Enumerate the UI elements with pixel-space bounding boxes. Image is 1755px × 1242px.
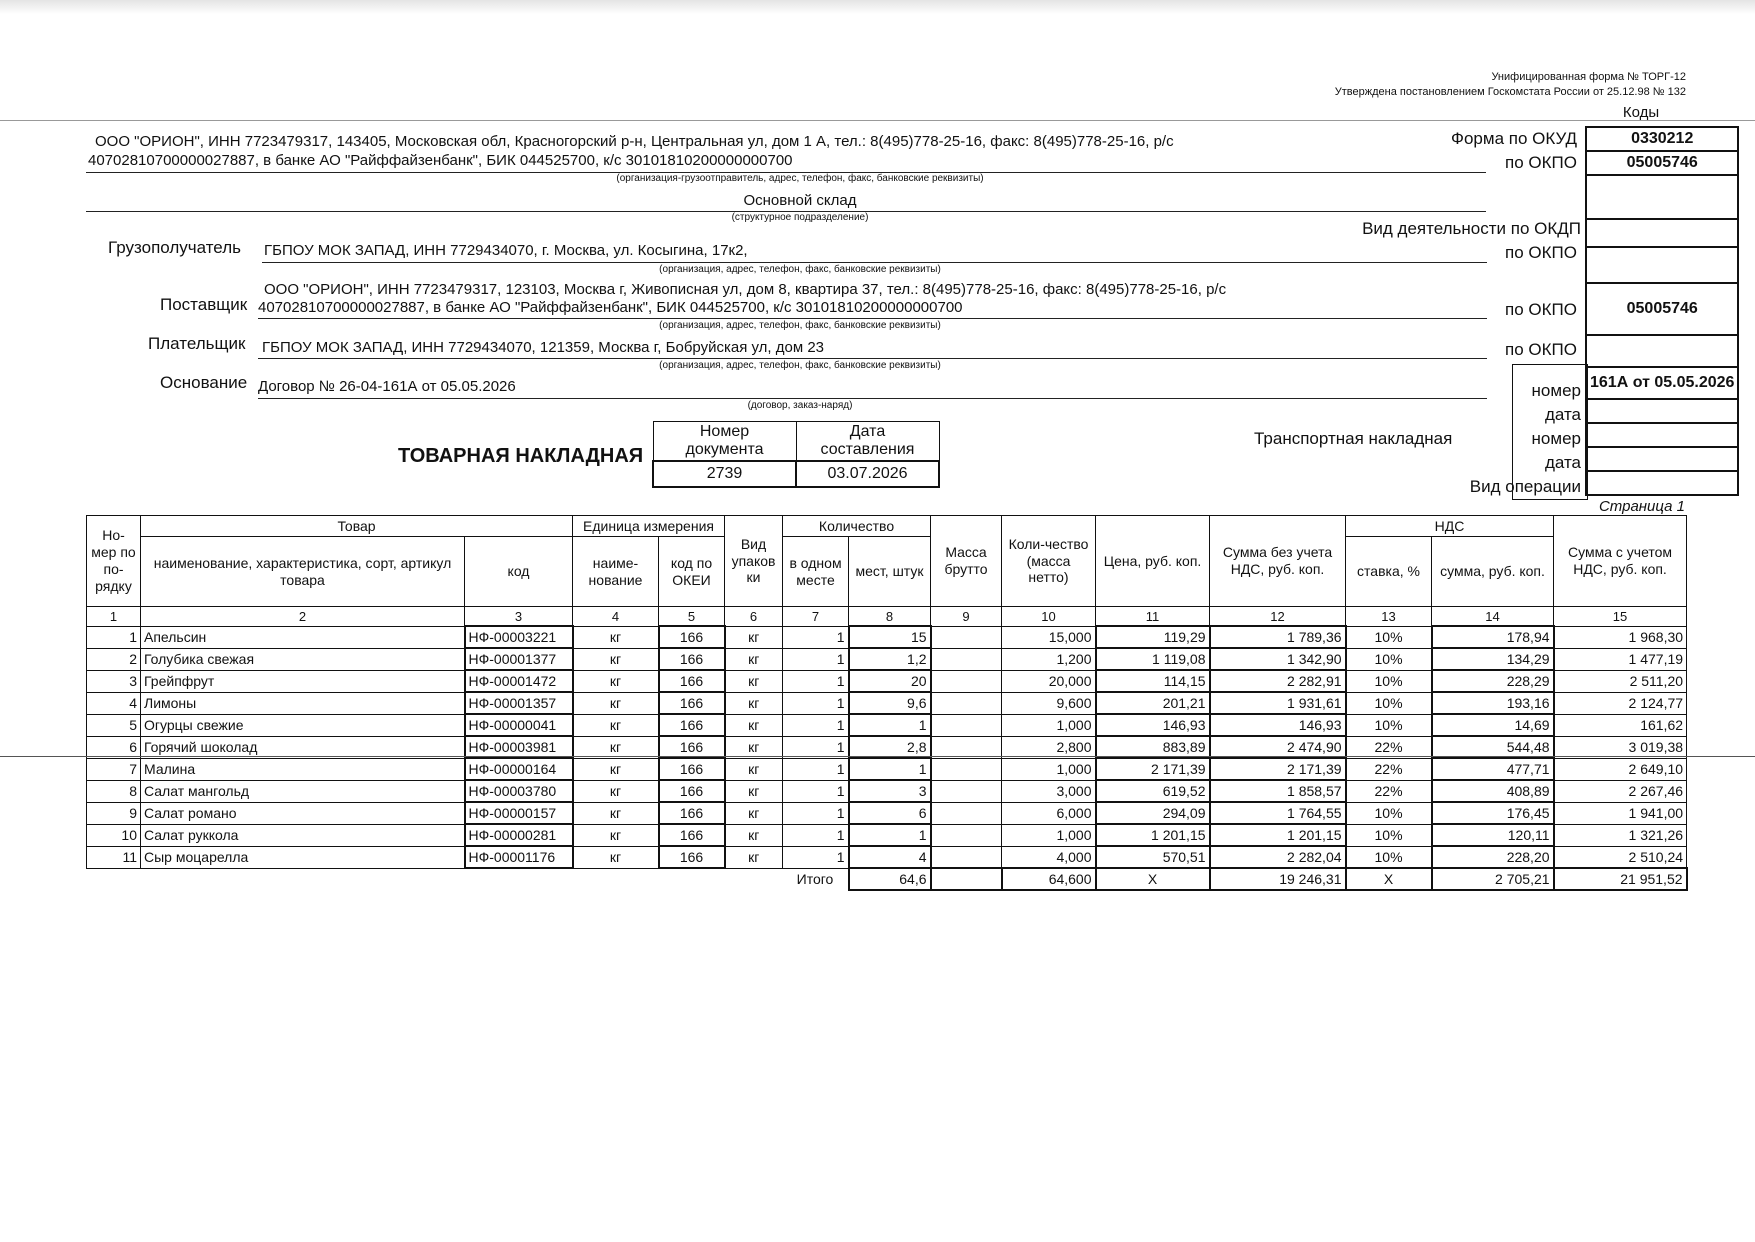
form-title: Унифицированная форма № ТОРГ-12	[1491, 71, 1686, 83]
cell-n: 7	[87, 758, 141, 780]
cell-inplace: 1	[783, 714, 849, 736]
cell-code: НФ-00003780	[465, 780, 573, 802]
cell-total: 2 510,24	[1554, 846, 1687, 868]
col-number: 7	[783, 607, 849, 627]
cell-okei: 166	[659, 736, 725, 758]
tn-number-code	[1586, 423, 1738, 447]
cell-total: 3 019,38	[1554, 736, 1687, 758]
cell-places: 20	[849, 670, 931, 692]
cell-n: 1	[87, 626, 141, 648]
cell-sum: 2 474,90	[1210, 736, 1346, 758]
division-value: Основной склад	[743, 192, 857, 209]
payer-okpo-label: по ОКПО	[1505, 340, 1577, 359]
cell-price: 619,52	[1096, 780, 1210, 802]
cell-net: 20,000	[1002, 670, 1096, 692]
cell-pack: кг	[725, 648, 783, 670]
cell-net: 1,200	[1002, 648, 1096, 670]
doc-number: 2739	[653, 461, 796, 487]
consignee-rule	[262, 262, 1487, 263]
cell-sum: 1 931,61	[1210, 692, 1346, 714]
col-total-header: Сумма с учетом НДС, руб. коп.	[1554, 516, 1687, 607]
document-title: ТОВАРНАЯ НАКЛАДНАЯ	[398, 445, 644, 467]
col-number: 9	[931, 607, 1002, 627]
blank-code-1	[1586, 175, 1738, 219]
cell-okei: 166	[659, 824, 725, 846]
payer-okpo-code	[1586, 335, 1738, 367]
col-unit-header: Единица измерения	[573, 516, 725, 537]
col-number: 14	[1432, 607, 1554, 627]
table-row	[87, 736, 1687, 758]
cell-gross	[931, 780, 1002, 802]
totals-row	[87, 868, 1687, 890]
cell-price: 119,29	[1096, 626, 1210, 648]
cell-name: Малина	[141, 758, 465, 780]
cell-net: 9,600	[1002, 692, 1096, 714]
col-rate-header: ставка, %	[1346, 537, 1432, 607]
totals-price: Х	[1096, 868, 1210, 890]
cell-total: 161,62	[1554, 714, 1687, 736]
col-price-header: Цена, руб. коп.	[1096, 516, 1210, 607]
cell-n: 2	[87, 648, 141, 670]
cell-name: Голубика свежая	[141, 648, 465, 670]
cell-price: 1 119,08	[1096, 648, 1210, 670]
cell-pack: кг	[725, 670, 783, 692]
shipper-caption: (организация-грузоотправитель, адрес, телефон, факс, банковские реквизиты)	[616, 173, 984, 184]
doc-number-label: Номер документа	[653, 422, 796, 462]
col-number: 2	[141, 607, 465, 627]
cell-places: 15	[849, 626, 931, 648]
col-number: 5	[659, 607, 725, 627]
cell-inplace: 1	[783, 670, 849, 692]
col-number: 13	[1346, 607, 1432, 627]
cell-rate: 10%	[1346, 670, 1432, 692]
cell-okei: 166	[659, 846, 725, 868]
totals-total: 21 951,52	[1554, 868, 1687, 890]
cell-rate: 22%	[1346, 758, 1432, 780]
cell-unit: кг	[573, 802, 659, 824]
col-net-header: Коли-чество (масса нетто)	[1002, 516, 1096, 607]
cell-gross	[931, 714, 1002, 736]
cell-places: 2,8	[849, 736, 931, 758]
cell-rate: 22%	[1346, 780, 1432, 802]
cell-name: Горячий шоколад	[141, 736, 465, 758]
cell-n: 3	[87, 670, 141, 692]
col-number: 10	[1002, 607, 1096, 627]
cell-code: НФ-00003221	[465, 626, 573, 648]
cell-rate: 10%	[1346, 824, 1432, 846]
cell-name: Апельсин	[141, 626, 465, 648]
okpo-label: по ОКПО	[1505, 153, 1577, 172]
division-caption: (структурное подразделение)	[731, 212, 869, 223]
cell-places: 4	[849, 846, 931, 868]
table-row	[87, 670, 1687, 692]
col-code-header: код	[465, 537, 573, 607]
basis-date-code	[1586, 399, 1738, 423]
form-approval: Утверждена постановлением Госкомстата России от 25.12.98 № 132	[1334, 86, 1686, 98]
cell-n: 11	[87, 846, 141, 868]
cell-code: НФ-00001357	[465, 692, 573, 714]
goods-rows	[87, 626, 1687, 868]
cell-price: 201,21	[1096, 692, 1210, 714]
cell-pack: кг	[725, 846, 783, 868]
cell-total: 1 968,30	[1554, 626, 1687, 648]
cell-sum: 2 171,39	[1210, 758, 1346, 780]
shipper-line2: 40702810700000027887, в банке АО "Райффайзенбанк", БИК 044525700, к/с 30101810200000000700	[88, 152, 793, 169]
cell-price: 883,89	[1096, 736, 1210, 758]
col-number: 3	[465, 607, 573, 627]
cell-vat: 477,71	[1432, 758, 1554, 780]
okdp-code	[1586, 219, 1738, 247]
cell-net: 2,800	[1002, 736, 1096, 758]
cell-name: Салат руккола	[141, 824, 465, 846]
consignee-label: Грузополучатель	[108, 238, 241, 257]
cell-n: 4	[87, 692, 141, 714]
tn-number-label: номер	[1531, 429, 1581, 448]
cell-inplace: 1	[783, 802, 849, 824]
basis-value: Договор № 26-04-161А от 05.05.2026	[258, 378, 516, 395]
col-qty-header: Количество	[783, 516, 931, 537]
cell-net: 1,000	[1002, 714, 1096, 736]
cell-pack: кг	[725, 692, 783, 714]
operation-code	[1586, 471, 1738, 495]
cell-places: 6	[849, 802, 931, 824]
cell-okei: 166	[659, 626, 725, 648]
cell-total: 1 477,19	[1554, 648, 1687, 670]
cell-places: 1,2	[849, 648, 931, 670]
cell-name: Салат романо	[141, 802, 465, 824]
col-number: 11	[1096, 607, 1210, 627]
table-row	[87, 780, 1687, 802]
cell-n: 10	[87, 824, 141, 846]
cell-total: 2 124,77	[1554, 692, 1687, 714]
cell-sum: 2 282,91	[1210, 670, 1346, 692]
cell-sum: 1 858,57	[1210, 780, 1346, 802]
totals-vat: 2 705,21	[1432, 868, 1554, 890]
table-row	[87, 758, 1687, 780]
cell-pack: кг	[725, 758, 783, 780]
cell-name: Сыр моцарелла	[141, 846, 465, 868]
cell-rate: 10%	[1346, 846, 1432, 868]
cell-total: 1 941,00	[1554, 802, 1687, 824]
cell-inplace: 1	[783, 626, 849, 648]
operation-label: Вид операции	[1469, 477, 1581, 496]
cell-gross	[931, 736, 1002, 758]
basis-date-label: дата	[1544, 405, 1581, 424]
tn-date-code	[1586, 447, 1738, 471]
col-number: 12	[1210, 607, 1346, 627]
cell-gross	[931, 648, 1002, 670]
payer-value: ГБПОУ МОК ЗАПАД, ИНН 7729434070, 121359, Москва г, Бобруйская ул, дом 23	[262, 339, 825, 356]
cell-price: 114,15	[1096, 670, 1210, 692]
consignee-okpo-code	[1586, 247, 1738, 283]
cell-okei: 166	[659, 648, 725, 670]
cell-inplace: 1	[783, 692, 849, 714]
cell-pack: кг	[725, 802, 783, 824]
cell-code: НФ-00000164	[465, 758, 573, 780]
consignee-okpo-label: по ОКПО	[1505, 243, 1577, 262]
cell-vat: 120,11	[1432, 824, 1554, 846]
okdp-label: Вид деятельности по ОКДП	[1362, 219, 1581, 238]
col-pack-header: Вид упаков ки	[725, 516, 783, 607]
cell-name: Огурцы свежие	[141, 714, 465, 736]
cell-rate: 10%	[1346, 692, 1432, 714]
basis-number-label: номер	[1531, 381, 1581, 400]
cell-sum: 1 764,55	[1210, 802, 1346, 824]
cell-name: Лимоны	[141, 692, 465, 714]
supplier-okpo-code: 05005746	[1586, 283, 1738, 335]
col-gross-header: Масса брутто	[931, 516, 1002, 607]
cell-total: 2 511,20	[1554, 670, 1687, 692]
cell-net: 3,000	[1002, 780, 1096, 802]
cell-name: Грейпфрут	[141, 670, 465, 692]
cell-vat: 178,94	[1432, 626, 1554, 648]
cell-okei: 166	[659, 780, 725, 802]
goods-table	[86, 515, 1688, 891]
cell-gross	[931, 758, 1002, 780]
scan-top-edge	[0, 0, 1755, 14]
col-number: 4	[573, 607, 659, 627]
cell-vat: 134,29	[1432, 648, 1554, 670]
cell-n: 8	[87, 780, 141, 802]
cell-inplace: 1	[783, 846, 849, 868]
col-number: 8	[849, 607, 931, 627]
cell-code: НФ-00000281	[465, 824, 573, 846]
basis-caption: (договор, заказ-наряд)	[747, 400, 853, 411]
cell-gross	[931, 626, 1002, 648]
cell-rate: 22%	[1346, 736, 1432, 758]
cell-unit: кг	[573, 780, 659, 802]
cell-sum: 1 342,90	[1210, 648, 1346, 670]
cell-code: НФ-00001176	[465, 846, 573, 868]
col-no-header: Но-мер по по-рядку	[87, 516, 141, 607]
cell-sum: 146,93	[1210, 714, 1346, 736]
cell-rate: 10%	[1346, 802, 1432, 824]
col-inplace-header: в одном месте	[783, 537, 849, 607]
cell-n: 9	[87, 802, 141, 824]
okpo-code: 05005746	[1586, 151, 1738, 175]
cell-total: 2 267,46	[1554, 780, 1687, 802]
cell-okei: 166	[659, 758, 725, 780]
table-row	[87, 692, 1687, 714]
cell-pack: кг	[725, 736, 783, 758]
cell-net: 1,000	[1002, 824, 1096, 846]
transport-label: Транспортная накладная	[1254, 429, 1453, 448]
cell-okei: 166	[659, 802, 725, 824]
cell-unit: кг	[573, 670, 659, 692]
col-vatsum-header: сумма, руб. коп.	[1432, 537, 1554, 607]
consignee-caption: (организация, адрес, телефон, факс, банковские реквизиты)	[659, 264, 941, 275]
top-rule	[0, 120, 1755, 121]
cell-code: НФ-00000041	[465, 714, 573, 736]
cell-net: 15,000	[1002, 626, 1096, 648]
doc-date-label: Дата составления	[796, 422, 939, 462]
cell-net: 6,000	[1002, 802, 1096, 824]
cell-price: 1 201,15	[1096, 824, 1210, 846]
cell-gross	[931, 824, 1002, 846]
cell-gross	[931, 692, 1002, 714]
supplier-caption: (организация, адрес, телефон, факс, банковские реквизиты)	[659, 320, 941, 331]
table-row	[87, 626, 1687, 648]
col-number: 1	[87, 607, 141, 627]
document-number-box	[652, 421, 940, 488]
cell-vat: 228,20	[1432, 846, 1554, 868]
payer-label: Плательщик	[148, 334, 246, 353]
cell-rate: 10%	[1346, 626, 1432, 648]
col-vat-header: НДС	[1346, 516, 1554, 537]
cell-price: 294,09	[1096, 802, 1210, 824]
supplier-okpo-label: по ОКПО	[1505, 300, 1577, 319]
table-row	[87, 846, 1687, 868]
cell-unit: кг	[573, 846, 659, 868]
scan-line	[0, 756, 1755, 757]
cell-inplace: 1	[783, 758, 849, 780]
cell-inplace: 1	[783, 824, 849, 846]
cell-code: НФ-00000157	[465, 802, 573, 824]
cell-places: 1	[849, 758, 931, 780]
cell-inplace: 1	[783, 648, 849, 670]
cell-total: 2 649,10	[1554, 758, 1687, 780]
basis-number-code: 161А от 05.05.2026	[1586, 367, 1738, 399]
cell-sum: 1 201,15	[1210, 824, 1346, 846]
cell-sum: 1 789,36	[1210, 626, 1346, 648]
cell-vat: 408,89	[1432, 780, 1554, 802]
totals-gross	[931, 868, 1002, 890]
col-number: 6	[725, 607, 783, 627]
cell-unit: кг	[573, 758, 659, 780]
cell-price: 570,51	[1096, 846, 1210, 868]
cell-price: 2 171,39	[1096, 758, 1210, 780]
cell-unit: кг	[573, 648, 659, 670]
cell-sum: 2 282,04	[1210, 846, 1346, 868]
supplier-label: Поставщик	[160, 295, 248, 314]
cell-code: НФ-00003981	[465, 736, 573, 758]
shipper-line1: ООО "ОРИОН", ИНН 7723479317, 143405, Московская обл, Красногорский р-н, Центральная ул, дом 1 А, тел.: 8(495)778-25-16, факс: 8(495)778-25-16, р/с	[95, 133, 1174, 150]
cell-code: НФ-00001377	[465, 648, 573, 670]
totals-places: 64,6	[849, 868, 931, 890]
cell-places: 9,6	[849, 692, 931, 714]
col-places-header: мест, штук	[849, 537, 931, 607]
cell-inplace: 1	[783, 780, 849, 802]
cell-gross	[931, 802, 1002, 824]
cell-okei: 166	[659, 714, 725, 736]
cell-vat: 193,16	[1432, 692, 1554, 714]
col-okei-header: код по ОКЕИ	[659, 537, 725, 607]
cell-price: 146,93	[1096, 714, 1210, 736]
cell-n: 5	[87, 714, 141, 736]
cell-unit: кг	[573, 692, 659, 714]
col-goods-header: Товар	[141, 516, 573, 537]
payer-caption: (организация, адрес, телефон, факс, банковские реквизиты)	[659, 360, 941, 371]
cell-vat: 14,69	[1432, 714, 1554, 736]
cell-pack: кг	[725, 824, 783, 846]
tn-date-label: дата	[1544, 453, 1581, 472]
supplier-rule	[258, 318, 1487, 319]
okud-label: Форма по ОКУД	[1451, 129, 1577, 148]
cell-places: 3	[849, 780, 931, 802]
supplier-line2: 40702810700000027887, в банке АО "Райффайзенбанк", БИК 044525700, к/с 30101810200000000700	[258, 299, 963, 316]
page-number: Страница 1	[1598, 498, 1685, 515]
supplier-line1: ООО "ОРИОН", ИНН 7723479317, 123103, Москва г, Живописная ул, дом 8, квартира 37, тел.: 8(495)778-25-16, факс: 8(495)778-25-16, р/с	[264, 281, 1227, 298]
totals-sum: 19 246,31	[1210, 868, 1346, 890]
cell-pack: кг	[725, 626, 783, 648]
totals-net: 64,600	[1002, 868, 1096, 890]
cell-rate: 10%	[1346, 714, 1432, 736]
table-row	[87, 714, 1687, 736]
cell-code: НФ-00001472	[465, 670, 573, 692]
cell-net: 4,000	[1002, 846, 1096, 868]
cell-places: 1	[849, 824, 931, 846]
cell-name: Салат мангольд	[141, 780, 465, 802]
cell-vat: 228,29	[1432, 670, 1554, 692]
cell-pack: кг	[725, 780, 783, 802]
col-sum-header: Сумма без учета НДС, руб. коп.	[1210, 516, 1346, 607]
payer-rule	[258, 358, 1487, 359]
consignee-value: ГБПОУ МОК ЗАПАД, ИНН 7729434070, г. Москва, ул. Косыгина, 17к2,	[264, 242, 748, 259]
table-row	[87, 648, 1687, 670]
cell-unit: кг	[573, 714, 659, 736]
cell-n: 6	[87, 736, 141, 758]
col-name-header: наименование, характеристика, сорт, артикул товара	[141, 537, 465, 607]
cell-unit: кг	[573, 736, 659, 758]
totals-rate: Х	[1346, 868, 1432, 890]
cell-gross	[931, 670, 1002, 692]
cell-okei: 166	[659, 670, 725, 692]
basis-label: Основание	[160, 373, 248, 392]
cell-net: 1,000	[1002, 758, 1096, 780]
cell-inplace: 1	[783, 736, 849, 758]
cell-rate: 10%	[1346, 648, 1432, 670]
col-unitname-header: наиме-нование	[573, 537, 659, 607]
basis-rule	[258, 398, 1487, 399]
codes-table	[1585, 126, 1739, 496]
cell-places: 1	[849, 714, 931, 736]
cell-unit: кг	[573, 824, 659, 846]
table-row	[87, 824, 1687, 846]
column-number-row	[87, 607, 1687, 627]
cell-unit: кг	[573, 626, 659, 648]
doc-date: 03.07.2026	[796, 461, 939, 487]
cell-gross	[931, 846, 1002, 868]
cell-pack: кг	[725, 714, 783, 736]
cell-total: 1 321,26	[1554, 824, 1687, 846]
okud-code: 0330212	[1586, 127, 1738, 151]
table-row	[87, 802, 1687, 824]
col-number: 15	[1554, 607, 1687, 627]
codes-header: Коды	[1622, 104, 1660, 121]
cell-vat: 176,45	[1432, 802, 1554, 824]
totals-label: Итого	[796, 871, 834, 888]
cell-vat: 544,48	[1432, 736, 1554, 758]
cell-okei: 166	[659, 692, 725, 714]
